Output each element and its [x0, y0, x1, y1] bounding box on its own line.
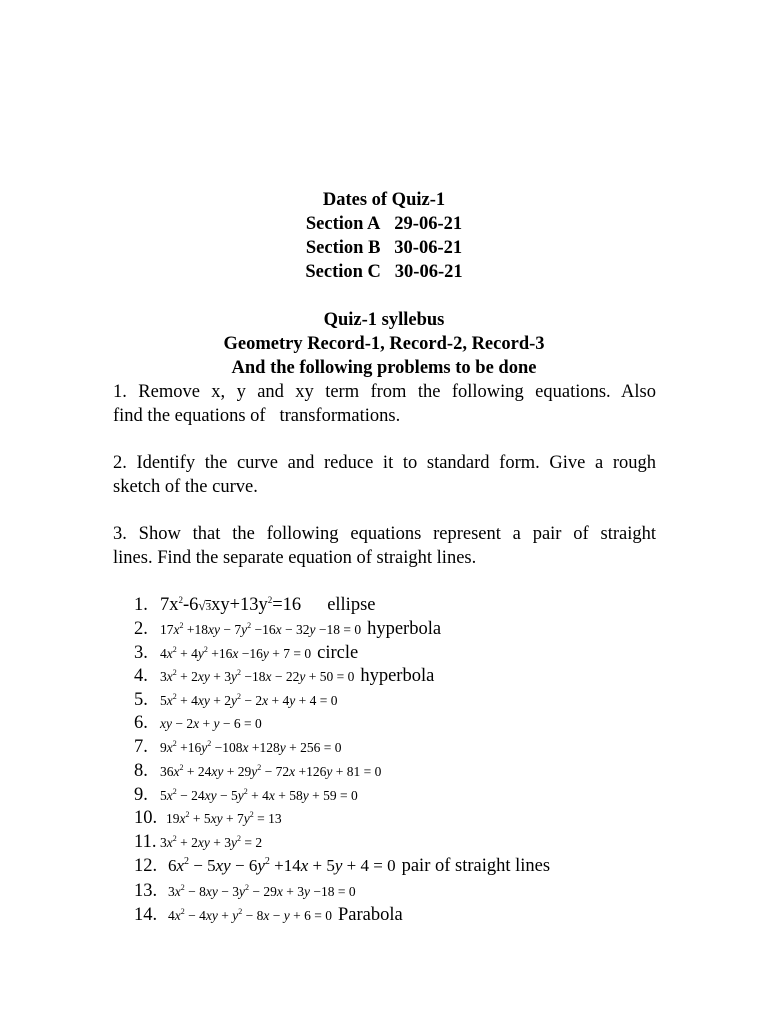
instruction-1-line1: 1. Remove x, y and xy term from the following equations. Also: [113, 382, 656, 402]
problem-9: [134, 785, 358, 809]
problem-3-label: circle: [317, 643, 359, 663]
problem-11-number: 11.: [134, 832, 157, 852]
problem-12-label: pair of straight lines: [401, 856, 551, 876]
problem-8: [134, 761, 381, 785]
problem-14-number: 14.: [134, 905, 158, 925]
problem-3-equation: $4x^2 + 4y^2 +16x -16y + 7 = 0$: [160, 645, 312, 661]
problem-10-number: 10.: [134, 808, 158, 828]
problem-9-number: 9.: [134, 785, 148, 805]
problem-2-equation: $17x^2 +18xy - 7y^2 -16x - 32y -18 = 0$: [160, 621, 362, 637]
problem-7-number: 7.: [134, 737, 148, 757]
section-b-line: [0, 238, 768, 259]
problem-1: [134, 595, 375, 619]
instruction-1: [113, 381, 656, 428]
problem-14-label: Parabola: [337, 905, 403, 925]
section-c-date: 30-06-21: [394, 262, 463, 282]
problem-2-label: hyperbola: [367, 619, 442, 639]
quiz-dates-title: Dates of Quiz-1: [322, 190, 446, 210]
problem-1-number: 1.: [134, 595, 148, 615]
problem-11-equation: $3x^2 + 2xy + 3y^2 = 2$: [160, 834, 263, 850]
problem-14-equation: $4x^2 - 4xy + y^2 - 8x - y + 6 = 0$: [168, 907, 332, 923]
section-b-date: 30-06-21: [394, 238, 463, 258]
problem-6-equation: xy − 2x + y − 6 = 0: [160, 716, 262, 731]
problem-1-label: ellipse: [327, 595, 376, 615]
problem-7-equation: $9x^2 +16y^2 -108x +128y + 256 = 0$: [160, 739, 342, 755]
problem-10-equation: $19x^2 + 5xy + 7y^2 = 13$: [166, 810, 282, 826]
problem-5-equation: $5x^2 + 4xy + 2y^2 - 2x + 4y + 4 = 0$: [160, 692, 338, 708]
syllabus-subtitle: And the following problems to be done: [231, 358, 537, 378]
problem-6: [134, 713, 262, 737]
problem-3-number: 3.: [134, 643, 148, 663]
section-b-name: Section B: [305, 238, 381, 258]
problem-13-equation: $3x^2 - 8xy - 3y^2 - 29x + 3y -18 = 0$: [168, 883, 356, 899]
problem-7: [134, 737, 341, 761]
section-a-name: Section A: [305, 214, 381, 234]
problem-12-equation: $6x^2 - 5xy - 6y^2 +14x + 5y + 4 = 0$: [168, 856, 396, 875]
problem-8-number: 8.: [134, 761, 148, 781]
problem-4-number: 4.: [134, 666, 148, 686]
problem-2: [134, 619, 441, 643]
problem-14: [134, 905, 403, 929]
problem-4: [134, 666, 434, 690]
problem-2-number: 2.: [134, 619, 148, 639]
instruction-3: [113, 523, 656, 570]
problem-5-number: 5.: [134, 690, 148, 710]
problem-6-number: 6.: [134, 713, 148, 733]
problem-10: [134, 808, 282, 832]
problem-1-equation: $7x^2-6√3xy+13y^2=16$: [160, 595, 302, 615]
syllabus-title: Quiz-1 syllebus: [323, 310, 445, 330]
problem-4-label: hyperbola: [360, 666, 435, 686]
problem-8-equation: $36x^2 + 24xy + 29y^2 - 72x +126y + 81 = 0$: [160, 763, 382, 779]
syllabus-records: Geometry Record-1, Record-2, Record-3: [223, 334, 545, 354]
problem-12: [134, 856, 550, 880]
problem-3: [134, 643, 358, 667]
instruction-2-line1: 2. Identify the curve and reduce it to standard form. Give a rough: [113, 453, 656, 473]
section-c-line: [0, 262, 768, 283]
problem-11: [134, 832, 262, 856]
instruction-3-line2: lines. Find the separate equation of straight lines.: [113, 547, 477, 568]
problem-12-number: 12.: [134, 856, 158, 876]
problem-9-equation: $5x^2 - 24xy - 5y^2 + 4x + 58y + 59 = 0$: [160, 787, 358, 803]
instruction-2: [113, 452, 656, 499]
problem-13: [134, 881, 356, 905]
problem-5: [134, 690, 337, 714]
section-a-line: [0, 214, 768, 235]
problem-13-number: 13.: [134, 881, 158, 901]
instruction-2-line2: sketch of the curve.: [113, 476, 258, 497]
problem-4-equation: $3x^2 + 2xy + 3y^2 -18x - 22y + 50 = 0$: [160, 668, 355, 684]
instruction-1-line2: find the equations of transformations.: [113, 405, 401, 426]
section-a-date: 29-06-21: [394, 214, 463, 234]
instruction-3-line1: 3. Show that the following equations represent a pair of straight: [113, 524, 656, 544]
section-c-name: Section C: [305, 262, 381, 282]
